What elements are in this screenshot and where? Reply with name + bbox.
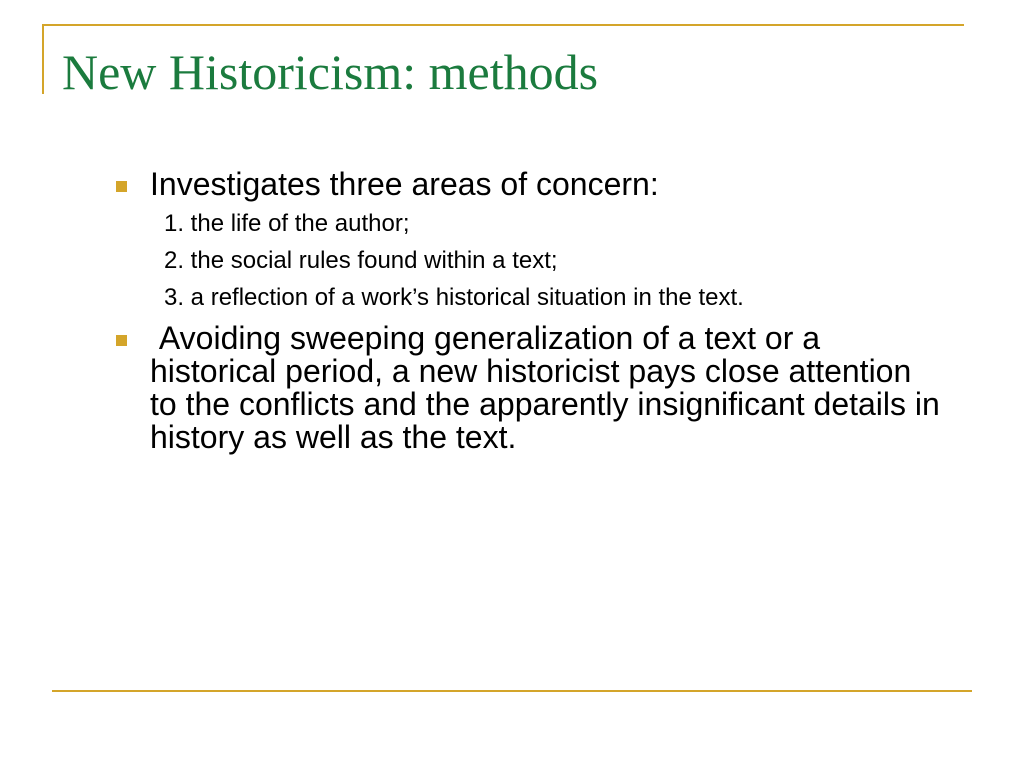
square-bullet-icon — [116, 181, 127, 192]
bullet-item — [0, 320, 949, 455]
bullet-list — [0, 168, 1024, 454]
sub-item-list — [150, 205, 940, 316]
bullet-text: Investigates three areas of concern: — [150, 166, 659, 202]
frame-left-rule — [42, 24, 44, 94]
frame-top-rule — [42, 24, 964, 26]
frame-bottom-rule — [52, 690, 972, 692]
sub-item: 3. a reflection of a work’s historical situation in the text. — [164, 284, 744, 311]
square-bullet-icon — [116, 335, 127, 346]
sub-item: 1. the life of the author; — [164, 210, 410, 237]
bullet-item — [0, 168, 940, 316]
sub-item: 2. the social rules found within a text; — [164, 247, 558, 274]
bullet-text: Avoiding sweeping generalization of a text or a historical period, a new historicist pays close attention to the conflicts and the apparently insignificant details in history as well as the text. — [150, 320, 949, 455]
slide-title: New Historicism: methods — [62, 44, 599, 100]
